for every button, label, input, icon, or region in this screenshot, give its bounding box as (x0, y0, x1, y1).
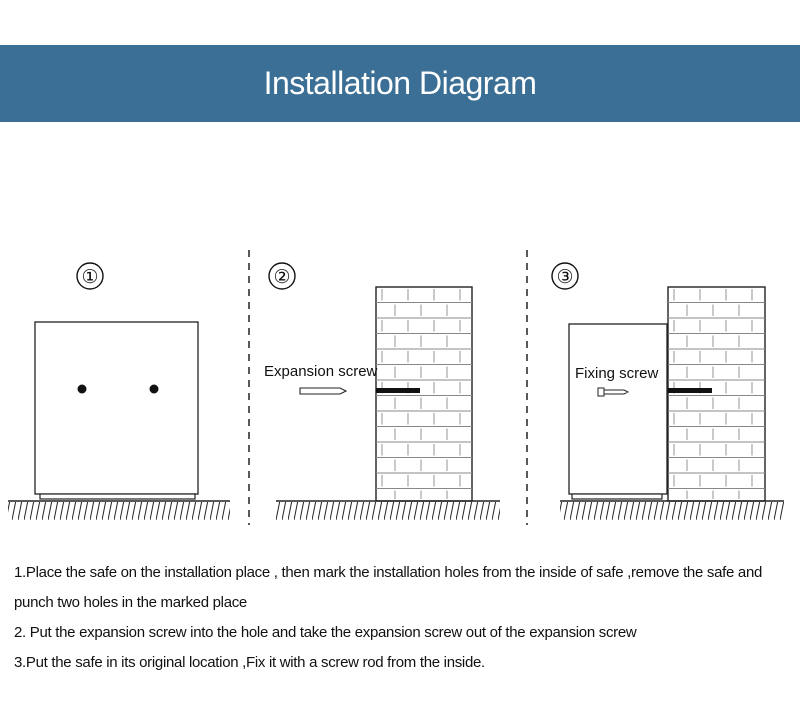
fixing-screw-label: Fixing screw (575, 365, 659, 382)
ground-2 (276, 501, 500, 520)
instruction-step-1: 1.Place the safe on the installation place , then mark the installation holes from the inside of safe ,remove the safe and punch two holes in the marked place (14, 564, 763, 611)
page-title: Installation Diagram (263, 65, 537, 101)
step-3-number: ③ (556, 267, 574, 288)
step-3-panel (552, 263, 784, 520)
step-2-number: ② (273, 267, 291, 288)
step-1-panel (8, 263, 230, 520)
safe-base (40, 494, 195, 499)
expansion-screw-label: Expansion screw (264, 363, 378, 380)
expansion-screw-icon (300, 388, 346, 394)
brick-wall-2 (376, 287, 472, 501)
instruction-step-2: 2. Put the expansion screw into the hole and take the expansion screw out of the expansion screw (14, 624, 637, 641)
instructions (14, 558, 789, 678)
instruction-step-3: 3.Put the safe in its original location ,Fix it with a screw rod from the inside. (14, 654, 485, 671)
step-3-number-circle (552, 263, 578, 289)
expansion-screw-in-wall-icon (376, 388, 420, 393)
safe-front (35, 322, 198, 494)
step-1-number: ① (81, 267, 99, 288)
safe-side (569, 324, 667, 494)
screw-in-wall-icon (668, 388, 712, 393)
mark-hole-left (78, 385, 87, 394)
step-2-number-circle (269, 263, 295, 289)
installation-diagram (0, 240, 800, 530)
brick-wall-3 (668, 287, 765, 501)
mark-hole-right (150, 385, 159, 394)
ground-1 (8, 501, 230, 520)
step-2-panel (264, 263, 500, 520)
step-1-number-circle (77, 263, 103, 289)
title-banner (0, 45, 800, 122)
safe-side-base (572, 494, 662, 499)
ground-3 (560, 501, 784, 520)
